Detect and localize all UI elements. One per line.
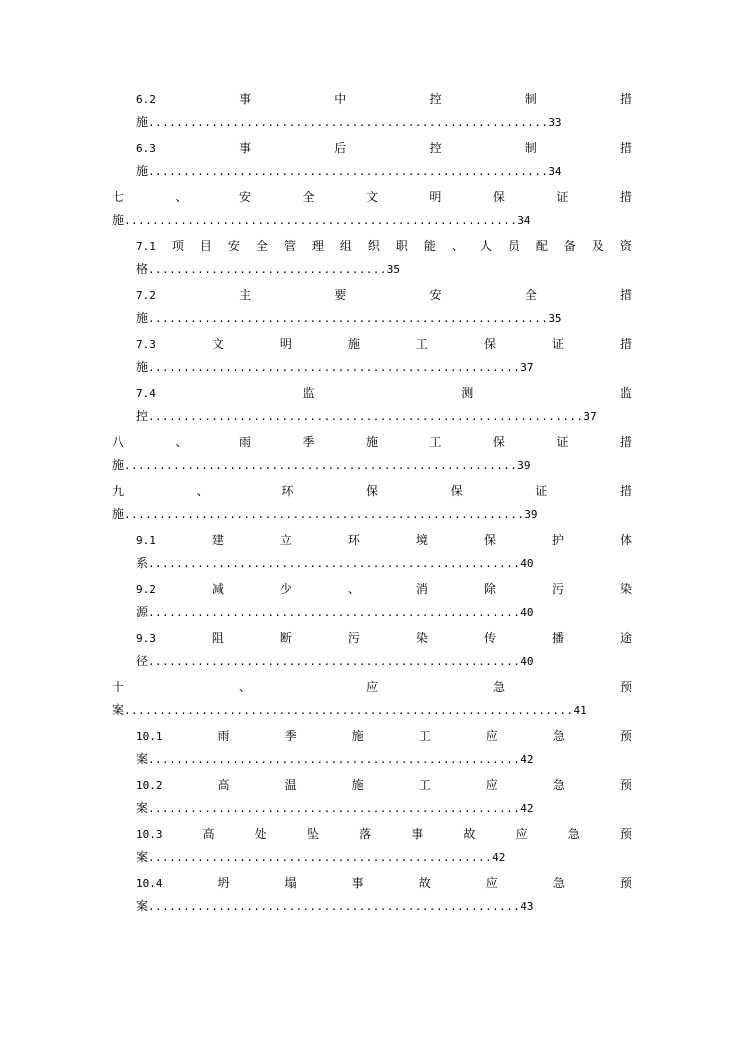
toc-entry-title-char: 控 xyxy=(429,92,442,106)
toc-entry-tail xyxy=(136,849,505,865)
toc-entry[interactable] xyxy=(112,678,632,717)
toc-entry-title-char: 织 xyxy=(367,239,380,253)
toc-entry-title-char: 、 xyxy=(347,582,360,596)
dot-leader: ..................................................... xyxy=(148,557,521,570)
toc-entry-title-char: 事 xyxy=(239,92,252,106)
toc-entry-number: 7.3 xyxy=(136,338,156,351)
toc-entry-title-char: 中 xyxy=(334,92,347,106)
toc-entry-title-char: 监 xyxy=(619,386,632,400)
toc-entry-tail xyxy=(136,751,533,767)
toc-entry-tail xyxy=(136,898,533,914)
toc-entry-heading xyxy=(112,482,632,500)
toc-entry-heading xyxy=(112,874,632,892)
toc-entry-title-char: 保 xyxy=(492,435,505,449)
toc-entry-title-char: 环 xyxy=(347,533,360,547)
toc-entry[interactable] xyxy=(112,90,632,129)
toc-page-number: 41 xyxy=(573,704,587,717)
toc-entry-tail xyxy=(112,506,538,522)
toc-entry-number: 7.4 xyxy=(136,387,156,400)
toc-entry-title-char: 季 xyxy=(302,435,315,449)
toc-entry-title-char: 预 xyxy=(619,827,632,841)
toc-entry-title-char: 施 xyxy=(347,337,360,351)
toc-entry-title-char: 施 xyxy=(351,778,364,792)
toc-entry-tail xyxy=(136,163,562,179)
toc-entry-title-char: 目 xyxy=(199,239,212,253)
toc-entry-title-char: 施 xyxy=(112,213,125,227)
toc-entry-title-char: 明 xyxy=(429,190,442,204)
toc-entry-title-char: 施 xyxy=(136,115,149,129)
toc-entry-title-char: 急 xyxy=(567,827,580,841)
toc-entry-title-char: 工 xyxy=(418,729,431,743)
toc-entry-title-char: 格 xyxy=(136,262,149,276)
toc-entry-heading xyxy=(112,678,632,696)
toc-entry-title-char: 制 xyxy=(524,141,537,155)
toc-entry-heading xyxy=(112,629,632,647)
toc-entry-title-char: 预 xyxy=(619,876,632,890)
dot-leader: ..................................................... xyxy=(148,361,521,374)
toc-entry-heading xyxy=(112,531,632,549)
toc-entry-title-char: 文 xyxy=(211,337,224,351)
toc-entry-title-char: 、 xyxy=(451,239,464,253)
toc-entry[interactable] xyxy=(112,531,632,570)
toc-entry-tail xyxy=(136,800,533,816)
toc-entry-title-char: 预 xyxy=(619,680,632,694)
toc-entry-number: 9.2 xyxy=(136,583,156,596)
toc-entry-title-char: 案 xyxy=(112,703,125,717)
toc-entry-number: 10.3 xyxy=(136,828,163,841)
toc-entry-title-char: 预 xyxy=(619,778,632,792)
toc-entry-number: 八 xyxy=(112,435,125,449)
toc-entry-title-char: 事 xyxy=(411,827,424,841)
toc-entry-tail xyxy=(136,604,533,620)
toc-entry-title-char: 案 xyxy=(136,899,149,913)
toc-entry[interactable] xyxy=(112,825,632,864)
toc-entry-tail xyxy=(136,261,400,277)
toc-entry-title-char: 、 xyxy=(196,484,209,498)
toc-entry-tail xyxy=(112,212,531,228)
toc-entry-title-char: 施 xyxy=(136,311,149,325)
toc-entry[interactable] xyxy=(112,580,632,619)
toc-entry[interactable] xyxy=(112,188,632,227)
toc-entry[interactable] xyxy=(112,482,632,521)
toc-entry-title-char: 施 xyxy=(136,360,149,374)
toc-entry-title-char: 染 xyxy=(619,582,632,596)
toc-entry-title-char: 施 xyxy=(136,164,149,178)
toc-entry-title-char: 证 xyxy=(556,435,569,449)
toc-entry-title-char: 监 xyxy=(302,386,315,400)
toc-entry-number: 6.2 xyxy=(136,93,156,106)
toc-entry-tail xyxy=(136,359,533,375)
toc-entry-title-char: 环 xyxy=(281,484,294,498)
toc-entry-heading xyxy=(112,433,632,451)
toc-entry-title-char: 安 xyxy=(238,190,251,204)
toc-entry-title-char: 保 xyxy=(450,484,463,498)
dot-leader: ..................................................... xyxy=(148,900,521,913)
toc-entry-number: 7.2 xyxy=(136,289,156,302)
dot-leader: ..................................................... xyxy=(148,606,521,619)
toc-entry-title-char: 控 xyxy=(136,409,149,423)
toc-entry-title-char: 雨 xyxy=(217,729,230,743)
toc-entry-title-char: 、 xyxy=(238,680,251,694)
toc-entry-title-char: 故 xyxy=(463,827,476,841)
toc-entry-title-char: 、 xyxy=(175,190,188,204)
dot-leader: ......................................................... xyxy=(148,116,549,129)
toc-entry-title-char: 工 xyxy=(415,337,428,351)
toc-entry-title-char: 故 xyxy=(418,876,431,890)
toc-entry-title-char: 播 xyxy=(551,631,564,645)
toc-entry-title-char: 案 xyxy=(136,850,149,864)
toc-entry-title-char: 配 xyxy=(535,239,548,253)
dot-leader: ......................................................... xyxy=(124,508,525,521)
toc-entry-title-char: 坍 xyxy=(217,876,230,890)
toc-entry-title-char: 及 xyxy=(591,239,604,253)
dot-leader: ......................................................... xyxy=(148,312,549,325)
toc-entry-title-char: 制 xyxy=(524,92,537,106)
toc-entry-title-char: 措 xyxy=(619,435,632,449)
toc-entry-title-char: 施 xyxy=(365,435,378,449)
toc-entry-heading xyxy=(112,580,632,598)
dot-leader: ................................................. xyxy=(148,851,493,864)
toc-entry-title-char: 组 xyxy=(339,239,352,253)
toc-entry-tail xyxy=(136,408,597,424)
toc-entry-tail xyxy=(136,114,562,130)
toc-page-number: 42 xyxy=(520,802,534,815)
toc-entry-title-char: 处 xyxy=(254,827,267,841)
toc-page-number: 35 xyxy=(548,312,562,325)
toc-entry[interactable] xyxy=(112,237,632,276)
toc-entry-title-char: 应 xyxy=(515,827,528,841)
toc-page-number: 43 xyxy=(520,900,534,913)
toc-entry-title-char: 安 xyxy=(227,239,240,253)
toc-entry-title-char: 污 xyxy=(347,631,360,645)
toc-entry-title-char: 坠 xyxy=(306,827,319,841)
toc-page-number: 42 xyxy=(492,851,506,864)
toc-entry-heading xyxy=(112,139,632,157)
toc-entry-title-char: 全 xyxy=(524,288,537,302)
dot-leader: .................................. xyxy=(148,263,387,276)
toc-entry-title-char: 体 xyxy=(619,533,632,547)
toc-entry-title-char: 建 xyxy=(211,533,224,547)
dot-leader: ..................................................... xyxy=(148,753,521,766)
toc-entry-title-char: 少 xyxy=(279,582,292,596)
toc-entry-number: 九 xyxy=(112,484,125,498)
toc-entry-title-char: 项 xyxy=(171,239,184,253)
toc-entry-title-char: 应 xyxy=(485,876,498,890)
toc-entry[interactable] xyxy=(112,384,632,423)
toc-entry-title-char: 能 xyxy=(423,239,436,253)
toc-page-number: 42 xyxy=(520,753,534,766)
toc-entry-title-char: 证 xyxy=(556,190,569,204)
toc-page-number: 37 xyxy=(583,410,597,423)
toc-entry-heading xyxy=(112,825,632,843)
toc-page-number: 35 xyxy=(386,263,401,276)
dot-leader: ........................................................ xyxy=(124,214,518,227)
toc-entry-title-char: 主 xyxy=(239,288,252,302)
toc-entry-title-char: 职 xyxy=(395,239,408,253)
toc-entry-title-char: 应 xyxy=(365,680,378,694)
toc-entry-heading xyxy=(112,90,632,108)
toc-entry-title-char: 雨 xyxy=(238,435,251,449)
toc-entry-title-char: 温 xyxy=(284,778,297,792)
toc-entry-heading xyxy=(112,335,632,353)
toc-page-number: 34 xyxy=(517,214,531,227)
toc-entry[interactable] xyxy=(112,286,632,325)
toc-entry-title-char: 文 xyxy=(365,190,378,204)
toc-entry-number: 7.1 xyxy=(136,240,156,253)
toc-entry-heading xyxy=(112,776,632,794)
toc-entry-title-char: 全 xyxy=(302,190,315,204)
toc-entry-title-char: 措 xyxy=(619,337,632,351)
toc-entry-title-char: 落 xyxy=(359,827,372,841)
toc-entry-title-char: 证 xyxy=(551,337,564,351)
toc-entry-heading xyxy=(112,727,632,745)
toc-page-number: 37 xyxy=(520,361,534,374)
toc-entry[interactable] xyxy=(112,433,632,472)
toc-entry-title-char: 资 xyxy=(619,239,632,253)
toc-entry-title-char: 途 xyxy=(619,631,632,645)
toc-entry-heading xyxy=(112,237,632,255)
toc-entry-title-char: 测 xyxy=(461,386,474,400)
toc-entry-heading xyxy=(112,188,632,206)
toc-entry-number: 10.1 xyxy=(136,730,163,743)
toc-entry-title-char: 境 xyxy=(415,533,428,547)
toc-entry-title-char: 污 xyxy=(551,582,564,596)
toc-entry-title-char: 安 xyxy=(429,288,442,302)
toc-entry-tail xyxy=(136,310,562,326)
toc-entry-title-char: 保 xyxy=(483,337,496,351)
toc-entry-title-char: 染 xyxy=(415,631,428,645)
toc-entry-number: 十 xyxy=(112,680,125,694)
toc-entry-number: 10.2 xyxy=(136,779,163,792)
toc-entry-title-char: 工 xyxy=(418,778,431,792)
toc-entry[interactable] xyxy=(112,776,632,815)
toc-entry-title-char: 管 xyxy=(283,239,296,253)
toc-entry-title-char: 措 xyxy=(619,288,632,302)
toc-entry[interactable] xyxy=(112,874,632,913)
toc-entry-title-char: 急 xyxy=(492,680,505,694)
dot-leader: ......................................................... xyxy=(148,165,549,178)
toc-entry-title-char: 施 xyxy=(112,458,125,472)
toc-entry[interactable] xyxy=(112,629,632,668)
toc-entry-title-char: 措 xyxy=(619,484,632,498)
toc-entry-title-char: 事 xyxy=(351,876,364,890)
toc-entry[interactable] xyxy=(112,139,632,178)
toc-entry-title-char: 立 xyxy=(279,533,292,547)
toc-entry-title-char: 施 xyxy=(351,729,364,743)
toc-entry-title-char: 应 xyxy=(485,778,498,792)
toc-entry-title-char: 备 xyxy=(563,239,576,253)
toc-entry[interactable] xyxy=(112,727,632,766)
toc-entry-title-char: 措 xyxy=(619,92,632,106)
toc-entry-title-char: 保 xyxy=(483,533,496,547)
dot-leader: ..................................................... xyxy=(148,655,521,668)
toc-entry-title-char: 阻 xyxy=(211,631,224,645)
toc-entry-number: 6.3 xyxy=(136,142,156,155)
toc-entry-number: 七 xyxy=(112,190,125,204)
toc-entry-title-char: 源 xyxy=(136,605,149,619)
toc-entry-title-char: 除 xyxy=(483,582,496,596)
toc-page-number: 40 xyxy=(520,606,534,619)
toc-entry-title-char: 保 xyxy=(492,190,505,204)
toc-entry-tail xyxy=(112,457,531,473)
toc-entry-title-char: 应 xyxy=(485,729,498,743)
dot-leader: ........................................................ xyxy=(124,459,518,472)
toc-entry-title-char: 事 xyxy=(239,141,252,155)
toc-page-number: 39 xyxy=(524,508,538,521)
toc-entry-title-char: 径 xyxy=(136,654,149,668)
toc-page-number: 33 xyxy=(548,116,562,129)
toc-entry-heading xyxy=(112,384,632,402)
toc-entry-title-char: 后 xyxy=(334,141,347,155)
toc-entry-title-char: 施 xyxy=(112,507,125,521)
toc-entry-title-char: 季 xyxy=(284,729,297,743)
toc-entry[interactable] xyxy=(112,335,632,374)
toc-entry-title-char: 理 xyxy=(311,239,324,253)
toc-entry-title-char: 断 xyxy=(279,631,292,645)
toc-entry-title-char: 急 xyxy=(552,729,565,743)
toc-entry-title-char: 员 xyxy=(507,239,520,253)
toc-entry-title-char: 全 xyxy=(255,239,268,253)
toc-entry-title-char: 案 xyxy=(136,801,149,815)
toc-entry-title-char: 案 xyxy=(136,752,149,766)
dot-leader: ..................................................... xyxy=(148,802,521,815)
toc-entry-title-char: 措 xyxy=(619,190,632,204)
toc-entry-title-char: 人 xyxy=(479,239,492,253)
toc-page-number: 40 xyxy=(520,557,534,570)
dot-leader: ................................................................ xyxy=(124,704,574,717)
toc-entry-title-char: 传 xyxy=(483,631,496,645)
dot-leader: .............................................................. xyxy=(148,410,584,423)
toc-entry-heading xyxy=(112,286,632,304)
toc-entry-title-char: 护 xyxy=(551,533,564,547)
toc-entry-title-char: 、 xyxy=(175,435,188,449)
toc-entry-title-char: 系 xyxy=(136,556,149,570)
toc-entry-number: 9.1 xyxy=(136,534,156,547)
toc-entry-title-char: 工 xyxy=(429,435,442,449)
toc-entry-number: 9.3 xyxy=(136,632,156,645)
toc-entry-title-char: 保 xyxy=(365,484,378,498)
toc-entry-title-char: 减 xyxy=(211,582,224,596)
toc-page-number: 34 xyxy=(548,165,562,178)
toc-entry-title-char: 消 xyxy=(415,582,428,596)
toc-page-number: 40 xyxy=(520,655,534,668)
toc-entry-title-char: 高 xyxy=(202,827,215,841)
toc-entry-tail xyxy=(112,702,587,718)
toc-entry-title-char: 控 xyxy=(429,141,442,155)
toc-entry-title-char: 高 xyxy=(217,778,230,792)
toc-entry-title-char: 急 xyxy=(552,778,565,792)
toc-entry-title-char: 急 xyxy=(552,876,565,890)
toc-entry-title-char: 预 xyxy=(619,729,632,743)
toc-page-number: 39 xyxy=(517,459,531,472)
toc-entry-title-char: 要 xyxy=(334,288,347,302)
toc-entry-number: 10.4 xyxy=(136,877,163,890)
toc-entry-title-char: 明 xyxy=(279,337,292,351)
toc-entry-title-char: 证 xyxy=(535,484,548,498)
toc-entry-title-char: 措 xyxy=(619,141,632,155)
toc-entry-tail xyxy=(136,653,533,669)
toc-entry-title-char: 塌 xyxy=(284,876,297,890)
toc-entry-tail xyxy=(136,555,533,571)
